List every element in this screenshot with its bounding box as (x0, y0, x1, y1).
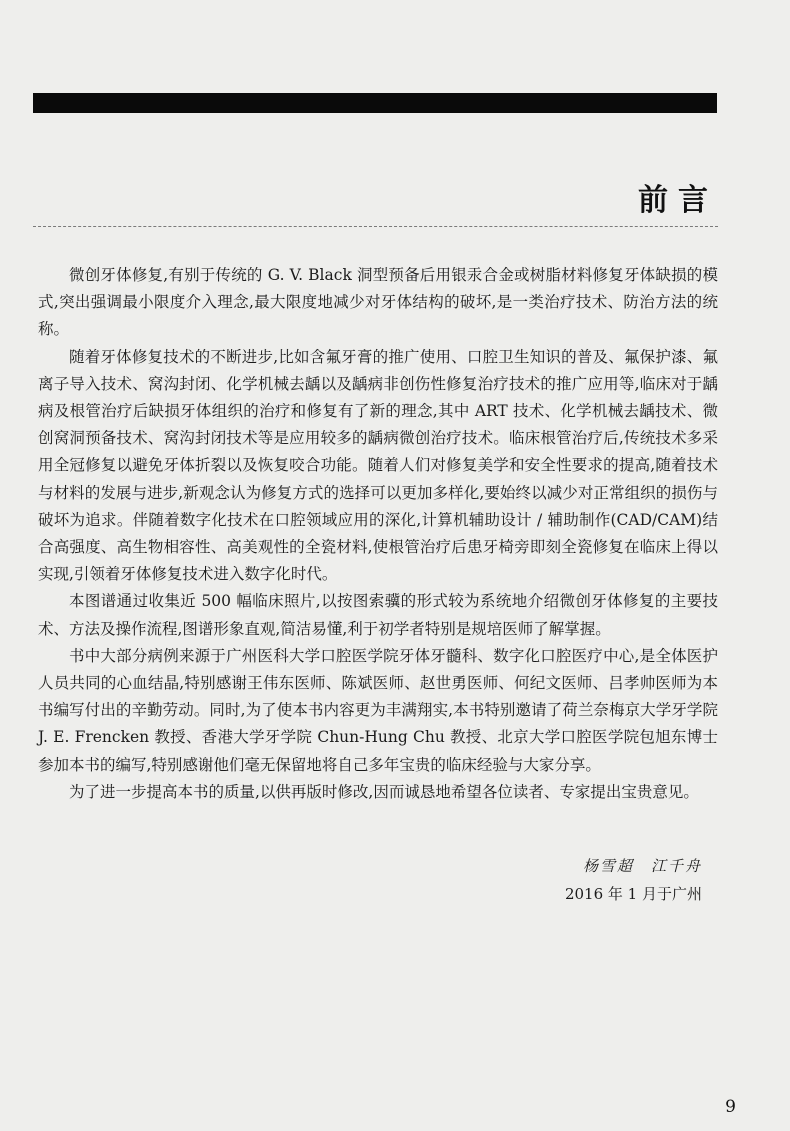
preface-body (38, 262, 718, 806)
page-title: 前言 (638, 183, 718, 218)
paragraph-4: 书中大部分病例来源于广州医科大学口腔医学院牙体牙髓科、数字化口腔医疗中心,是全体医护人员共同的心血结晶,特别感谢王伟东医师、陈斌医师、赵世勇医师、何纪文医师、吕孝帅医师为本书编写付出的辛勤劳动。同时,为了使本书内容更为丰满翔实,本书特别邀请了荷兰奈梅京大学牙学院 J. E. Frencken 教授、香港大学牙学院 Chun-Hung Chu 教授、北京大学口腔医学院包旭东博士参加本书的编写,特别感谢他们毫无保留地将自己多年宝贵的临床经验与大家分享。 (38, 646, 718, 774)
signature-date: 2016 年 1 月于广州 (564, 885, 702, 903)
paragraph-1: 微创牙体修复,有别于传统的 G. V. Black 洞型预备后用银汞合金或树脂材料修复牙体缺损的模式,突出强调最小限度介入理念,最大限度地减少对牙体结构的破坏,是一类治疗技术、防治方法的统称。 (38, 266, 718, 339)
title-divider (33, 226, 718, 227)
paragraph-5: 为了进一步提高本书的质量,以供再版时修改,因而诚恳地希望各位读者、专家提出宝贵意见。 (69, 782, 699, 801)
signature-block (402, 852, 702, 908)
page-number: 9 (725, 1097, 736, 1117)
header-bar (33, 93, 717, 113)
paragraph-3: 本图谱通过收集近 500 幅临床照片,以按图索骥的形式较为系统地介绍微创牙体修复的主要技术、方法及操作流程,图谱形象直观,简洁易懂,利于初学者特别是规培医师了解掌握。 (38, 592, 718, 638)
paragraph-2: 随着牙体修复技术的不断进步,比如含氟牙膏的推广使用、口腔卫生知识的普及、氟保护漆、氟离子导入技术、窝沟封闭、化学机械去龋以及龋病非创伤性修复治疗技术的推广应用等,临床对于龋病及根管治疗后缺损牙体组织的治疗和修复有了新的理念,其中 ART 技术、化学机械去龋技术、微创窝洞预备技术、窝沟封闭技术等是应用较多的龋病微创治疗技术。临床根管治疗后,传统技术多采用全冠修复以避免牙体折裂以及恢复咬合功能。随着人们对修复美学和安全性要求的提高,随着技术与材料的发展与进步,新观念认为修复方式的选择可以更加多样化,要始终以减少对正常组织的损伤与破坏为追求。伴随着数字化技术在口腔领域应用的深化,计算机辅助设计 / 辅助制作(CAD/CAM)结合高强度、高生物相容性、高美观性的全瓷材料,使根管治疗后患牙椅旁即刻全瓷修复在临床上得以实现,引领着牙体修复技术进入数字化时代。 (38, 347, 718, 584)
author-names: 杨雪超 江千舟 (582, 857, 702, 875)
